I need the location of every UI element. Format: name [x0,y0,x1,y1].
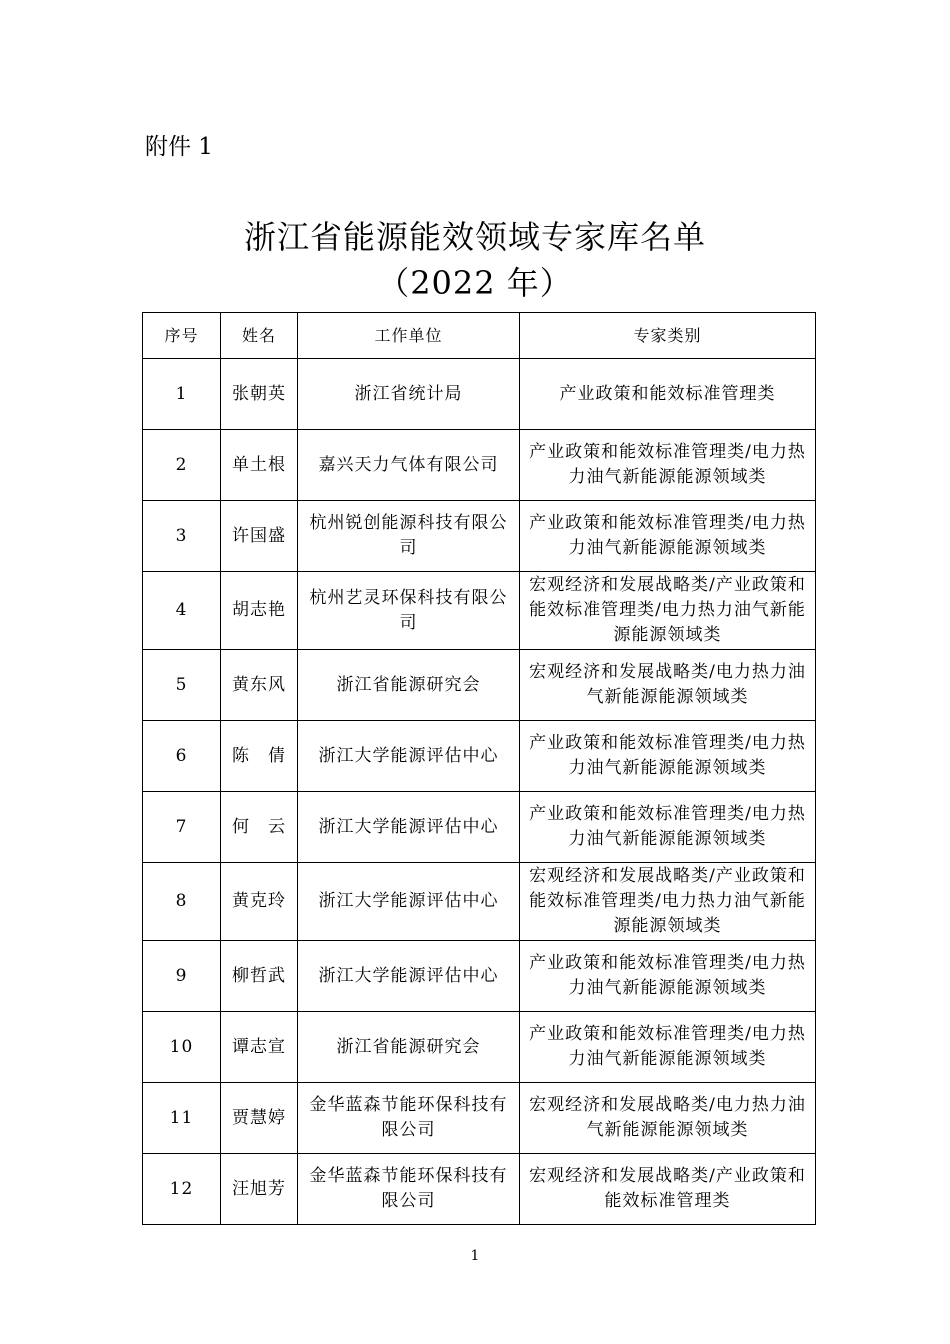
header-category: 专家类别 [520,313,816,359]
row-name: 黄东风 [221,650,298,721]
row-name: 谭志宣 [221,1012,298,1083]
expert-list-table [142,312,816,1225]
row-category: 产业政策和能效标准管理类 [520,359,816,430]
row-category: 宏观经济和发展战略类/产业政策和能效标准管理类/电力热力油气新能源能源领域类 [520,572,816,650]
row-name: 贾慧婷 [221,1083,298,1154]
row-name: 陈 倩 [221,721,298,792]
page-number: 1 [470,1248,480,1264]
table-row [143,721,816,792]
attachment-label: 附件 1 [145,134,213,160]
row-category: 产业政策和能效标准管理类/电力热力油气新能源能源领域类 [520,1012,816,1083]
row-category: 产业政策和能效标准管理类/电力热力油气新能源能源领域类 [520,721,816,792]
row-category: 宏观经济和发展战略类/产业政策和能效标准管理类/电力热力油气新能源能源领域类 [520,863,816,941]
table-row [143,1012,816,1083]
row-number: 12 [143,1154,221,1225]
header-name: 姓名 [221,313,298,359]
row-organization: 浙江大学能源评估中心 [298,792,520,863]
table-row [143,1154,816,1225]
row-category: 宏观经济和发展战略类/电力热力油气新能源能源领域类 [520,1083,816,1154]
document-title: 浙江省能源能效领域专家库名单 [243,218,706,256]
row-number: 8 [143,863,221,941]
table-row [143,863,816,941]
row-organization: 嘉兴天力气体有限公司 [298,430,520,501]
table-row [143,501,816,572]
table-row [143,430,816,501]
row-number: 11 [143,1083,221,1154]
row-category: 宏观经济和发展战略类/电力热力油气新能源能源领域类 [520,650,816,721]
row-organization: 杭州艺灵环保科技有限公司 [298,572,520,650]
row-number: 3 [143,501,221,572]
row-organization: 杭州锐创能源科技有限公司 [298,501,520,572]
row-category: 产业政策和能效标准管理类/电力热力油气新能源能源领域类 [520,941,816,1012]
row-name: 何 云 [221,792,298,863]
row-number: 7 [143,792,221,863]
table-row [143,572,816,650]
row-organization: 金华蓝森节能环保科技有限公司 [298,1083,520,1154]
row-number: 9 [143,941,221,1012]
row-organization: 浙江省统计局 [298,359,520,430]
row-name: 柳哲武 [221,941,298,1012]
table-header-row [143,313,816,359]
row-category: 产业政策和能效标准管理类/电力热力油气新能源能源领域类 [520,792,816,863]
row-number: 5 [143,650,221,721]
row-number: 10 [143,1012,221,1083]
table-row [143,359,816,430]
row-name: 黄克玲 [221,863,298,941]
row-category: 产业政策和能效标准管理类/电力热力油气新能源能源领域类 [520,430,816,501]
row-number: 2 [143,430,221,501]
table-row [143,941,816,1012]
row-name: 许国盛 [221,501,298,572]
row-name: 汪旭芳 [221,1154,298,1225]
table-row [143,792,816,863]
row-name: 单土根 [221,430,298,501]
row-organization: 浙江大学能源评估中心 [298,721,520,792]
header-number: 序号 [143,313,221,359]
row-number: 4 [143,572,221,650]
row-organization: 浙江省能源研究会 [298,650,520,721]
row-name: 张朝英 [221,359,298,430]
table-row [143,650,816,721]
row-category: 产业政策和能效标准管理类/电力热力油气新能源能源领域类 [520,501,816,572]
row-number: 1 [143,359,221,430]
row-organization: 浙江大学能源评估中心 [298,941,520,1012]
row-name: 胡志艳 [221,572,298,650]
row-category: 宏观经济和发展战略类/产业政策和能效标准管理类 [520,1154,816,1225]
document-subtitle-year: （2022 年） [377,264,573,302]
header-organization: 工作单位 [298,313,520,359]
row-number: 6 [143,721,221,792]
table-row [143,1083,816,1154]
row-organization: 浙江省能源研究会 [298,1012,520,1083]
row-organization: 金华蓝森节能环保科技有限公司 [298,1154,520,1225]
row-organization: 浙江大学能源评估中心 [298,863,520,941]
